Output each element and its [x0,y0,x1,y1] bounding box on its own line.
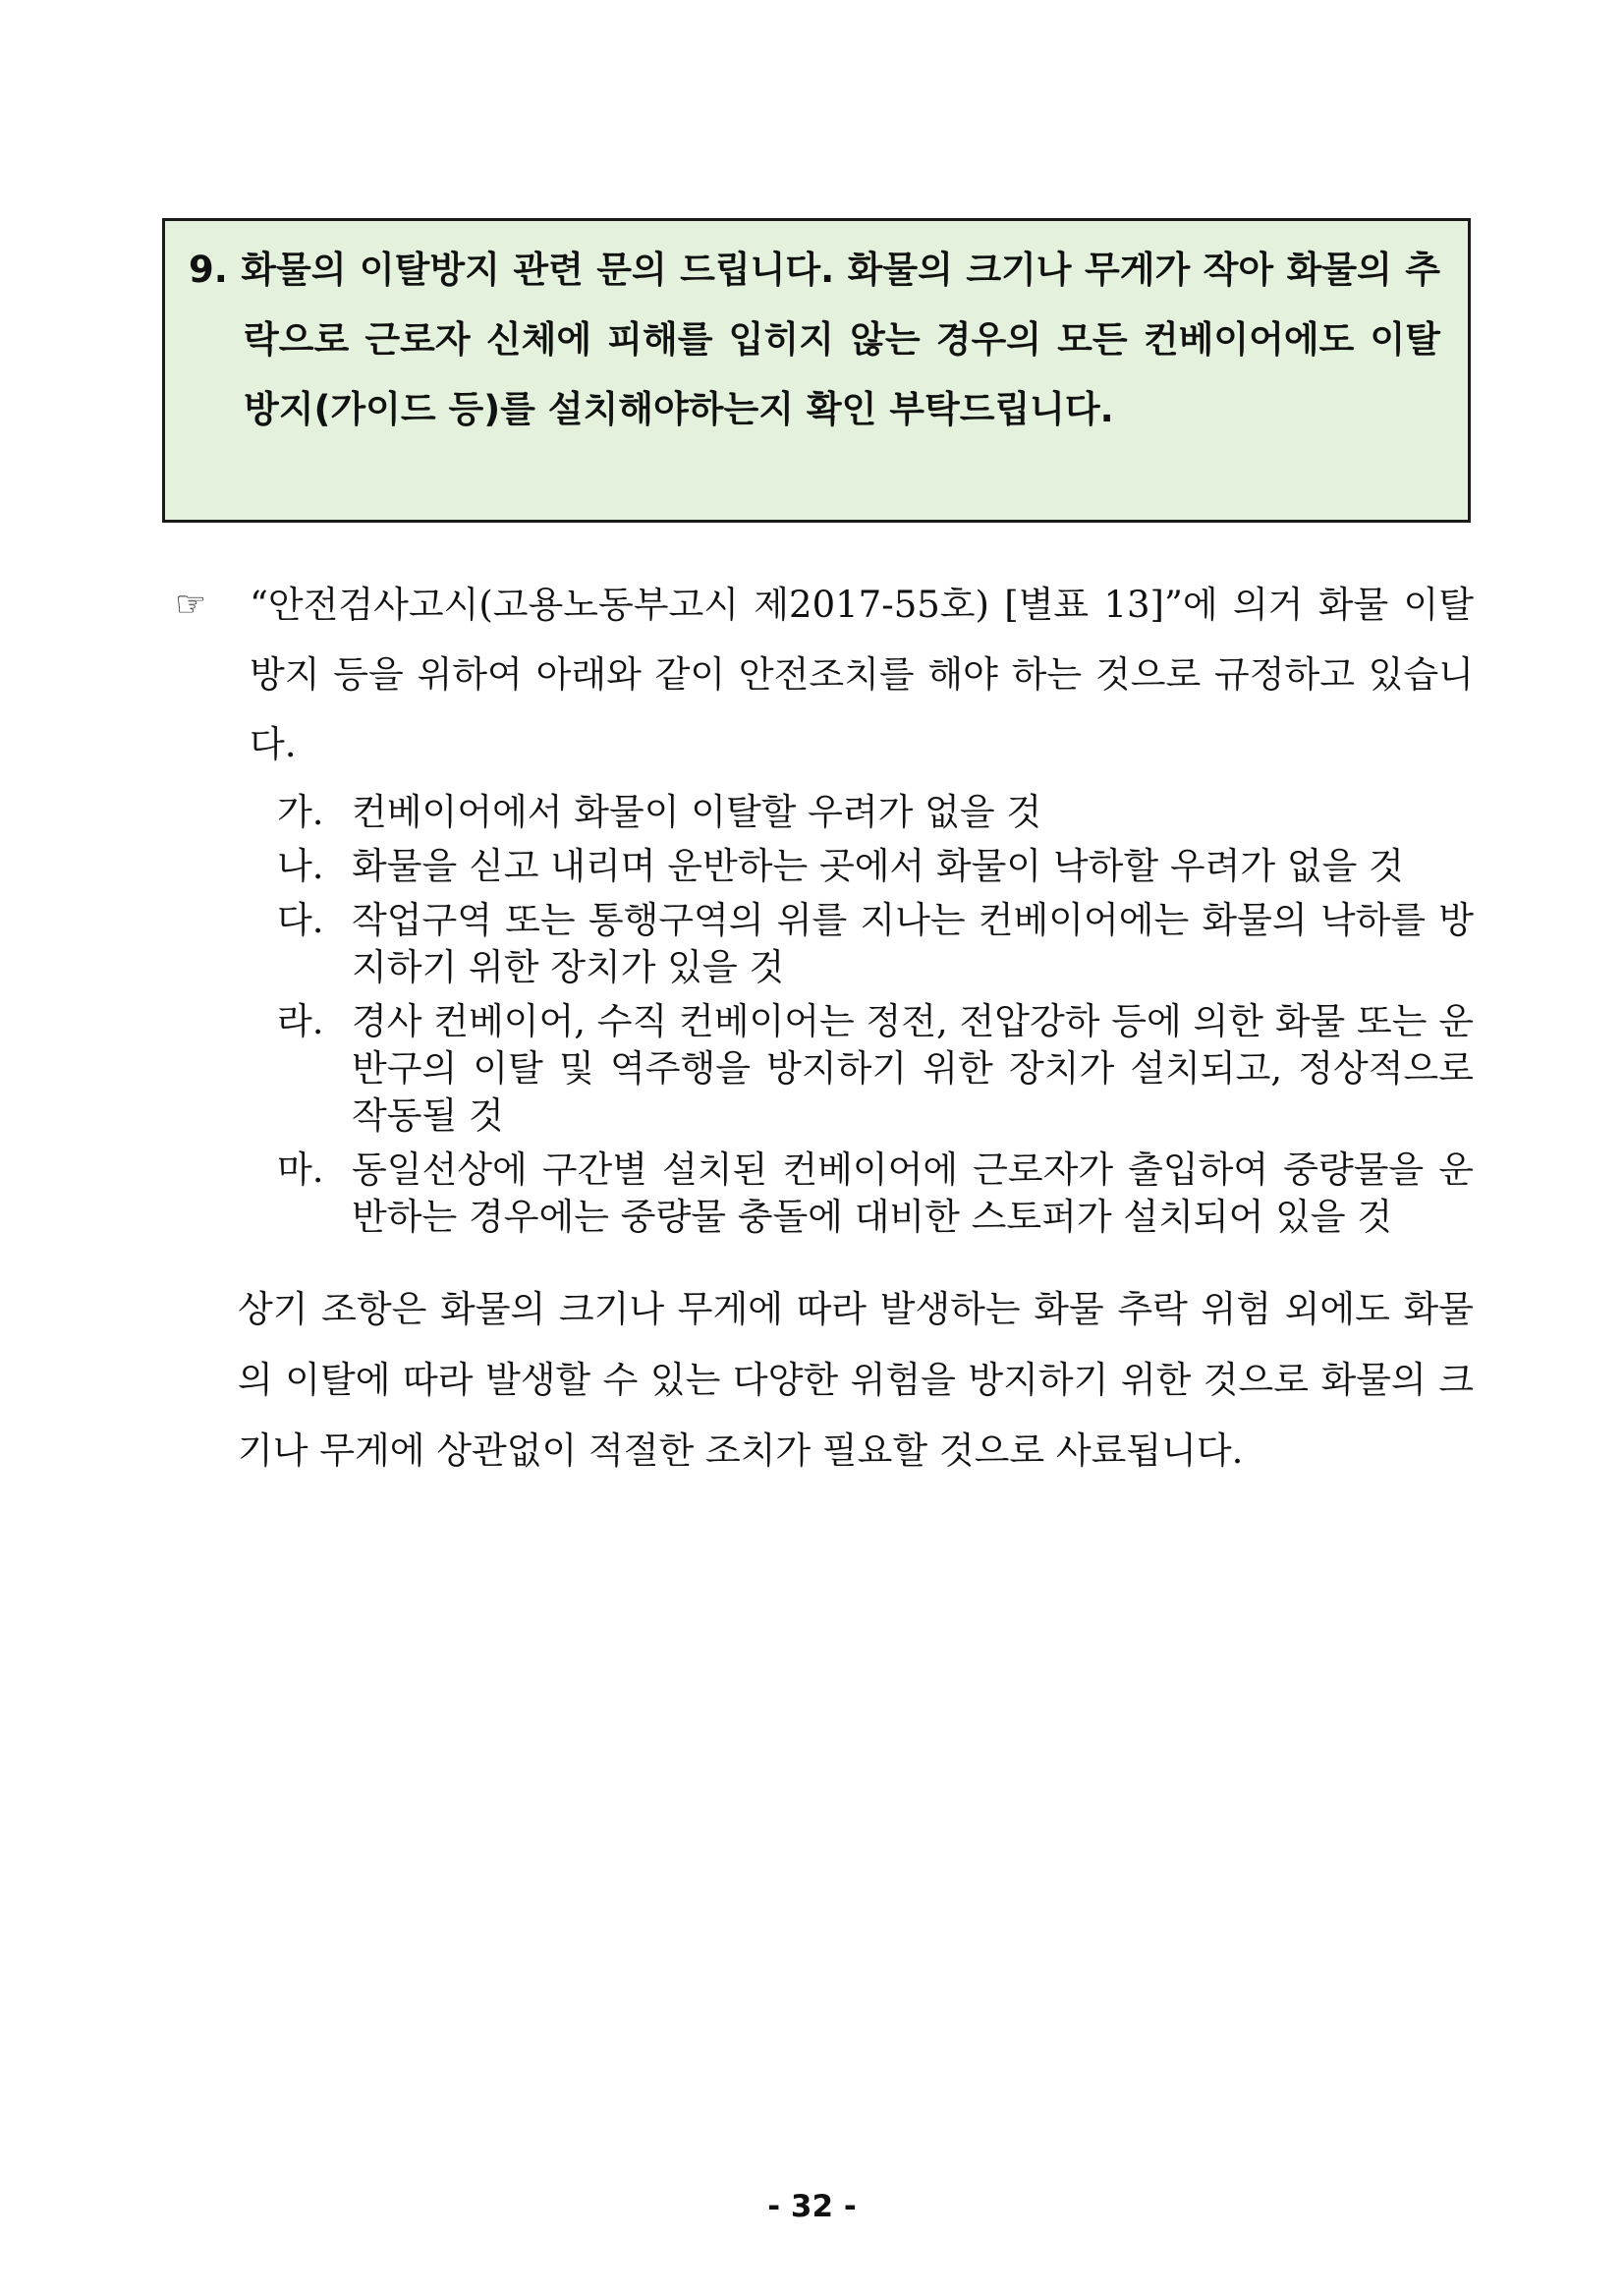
pointing-hand-icon: ☞ [175,585,207,625]
list-item-text: 동일선상에 구간별 설치된 컨베이어에 근로자가 출입하여 중량물을 운반하는 경우에는 중량물 충돌에 대비한 스토퍼가 설치되어 있을 것 [352,1148,1474,1238]
list-item-marker: 가. [277,791,324,833]
question-box [162,218,1471,523]
answer-section [175,570,1474,1486]
list-item [277,897,1474,991]
conclusion-paragraph: 상기 조항은 화물의 크기나 무게에 따라 발생하는 화물 추락 위험 외에도 화물의 이탈에 따라 발생할 수 있는 다양한 위험을 방지하기 위한 것으로 화물의 크기나 무게에 상관없이 적절한 조치가 필요할 것으로 사료됩니다. [238,1288,1474,1472]
requirements-list [175,789,1474,1241]
question-text: 9. 화물의 이탈방지 관련 문의 드립니다. 화물의 크기나 무게가 작아 화물의 추락으로 근로자 신체에 피해를 입히지 않는 경우의 모든 컨베이어에도 이탈방지(가이드 등)를 설치해야하는지 확인 부탁드립니다. [189,249,1440,430]
list-item-text: 컨베이어에서 화물이 이탈할 우려가 없을 것 [352,791,1042,833]
list-item-marker: 나. [277,845,324,887]
list-item-marker: 다. [277,899,324,941]
page-number: - 32 - [767,2189,857,2224]
list-item [277,843,1474,890]
list-item-marker: 라. [277,1000,324,1042]
answer-intro [175,570,1474,779]
list-item-text: 경사 컨베이어, 수직 컨베이어는 정전, 전압강하 등에 의한 화물 또는 운반구의 이탈 및 역주행을 방지하기 위한 장치가 설치되고, 정상적으로 작동될 것 [352,1000,1474,1137]
list-item [277,998,1474,1140]
answer-intro-text: “안전검사고시(고용노동부고시 제2017-55호) [별표 13]”에 의거 화물 이탈 방지 등을 위하여 아래와 같이 안전조치를 해야 하는 것으로 규정하고 있습니다. [250,584,1474,765]
list-item [277,1147,1474,1241]
list-item-text: 작업구역 또는 통행구역의 위를 지나는 컨베이어에는 화물의 낙하를 방지하기 위한 장치가 있을 것 [352,899,1474,988]
list-item-marker: 마. [277,1148,324,1191]
list-item [277,789,1474,836]
list-item-text: 화물을 싣고 내리며 운반하는 곳에서 화물이 낙하할 우려가 없을 것 [352,845,1404,887]
